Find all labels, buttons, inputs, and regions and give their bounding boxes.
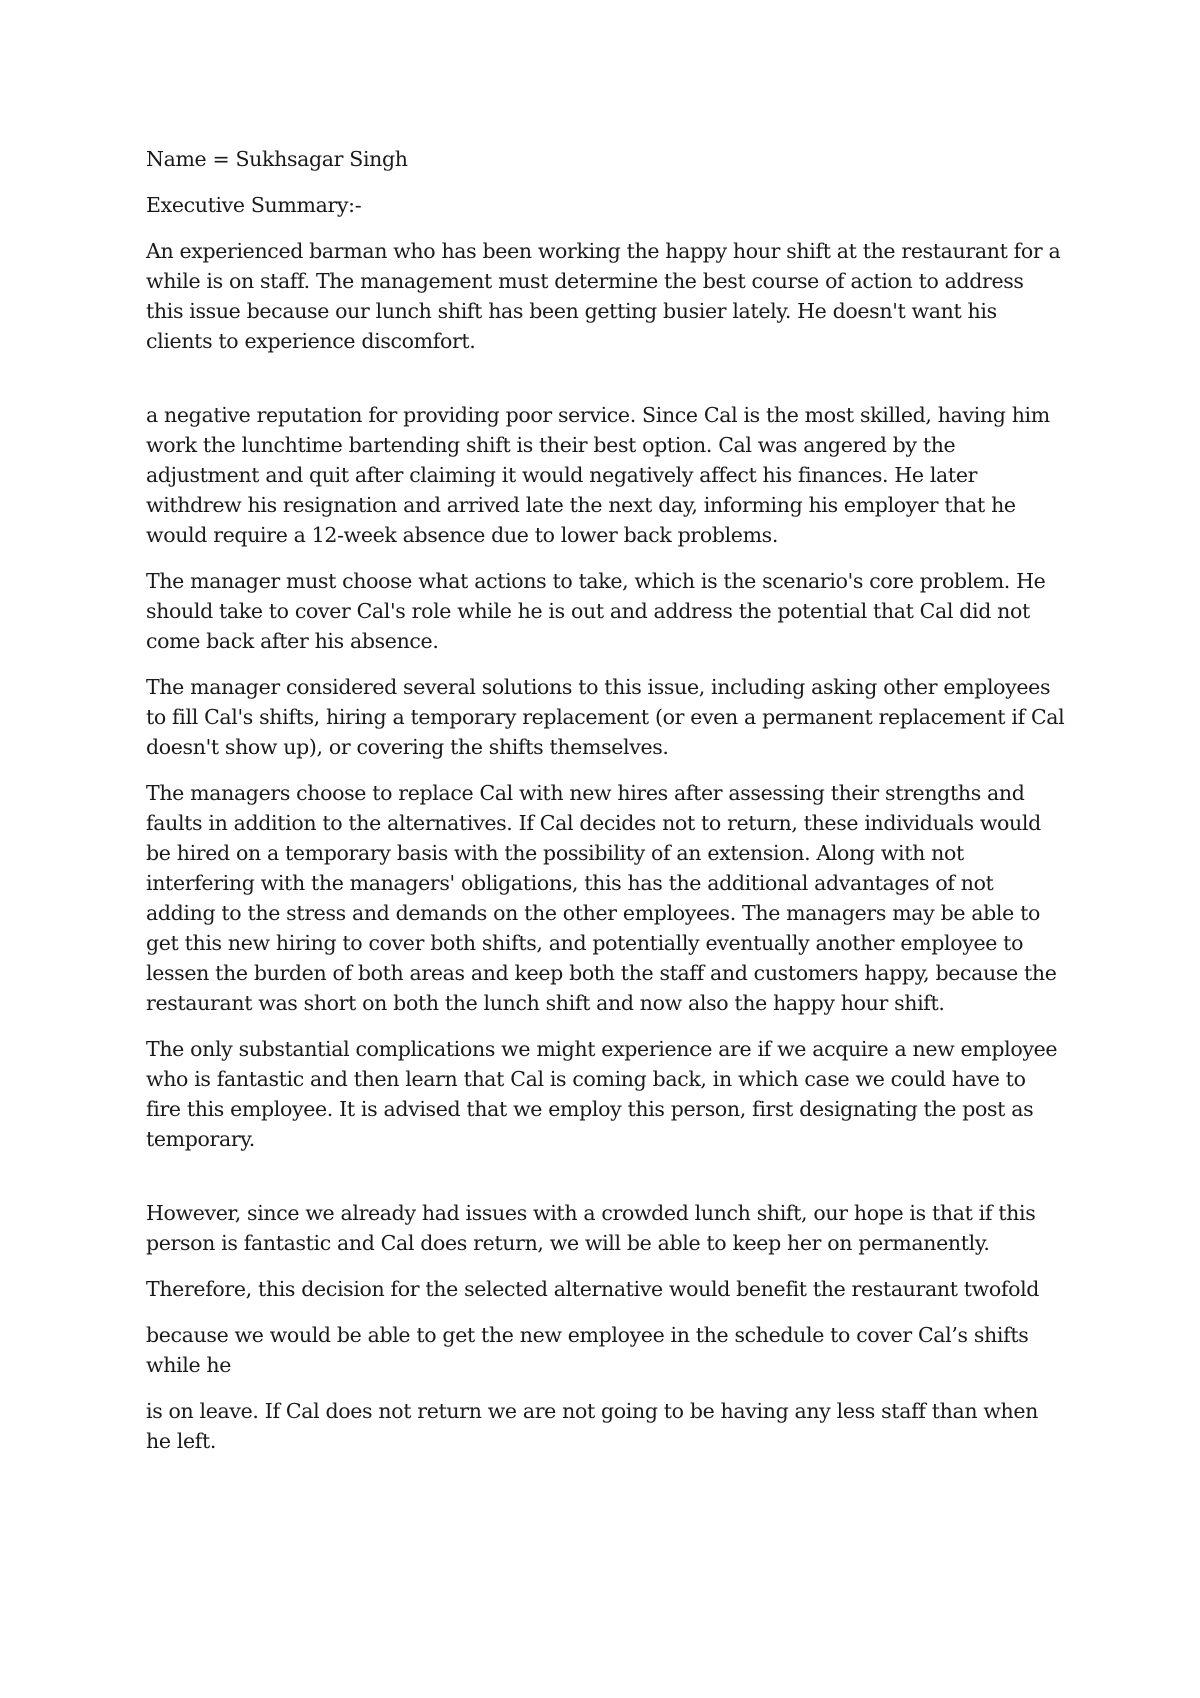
paragraph: The only substantial complications we might experience are if we acquire a new employee who is fantastic and then learn that Cal is coming back, in which case we could have to fire this employee. It is advised that we employ this person, first designating the post as temporary. — [146, 1037, 1058, 1151]
paragraph: However, since we already had issues with a crowded lunch shift, our hope is that if this person is fantastic and Cal does return, we will be able to keep her on permanently. — [146, 1201, 1036, 1255]
paragraph: Therefore, this decision for the selected alternative would benefit the restaurant twofold — [146, 1277, 1040, 1301]
paragraph: An experienced barman who has been working the happy hour shift at the restaurant for a while is on staff. The management must determine the best course of action to address this issue because our lunch shift has been getting busier lately. He doesn't want his clients to experience discomfort. — [146, 239, 1061, 353]
paragraph: a negative reputation for providing poor service. Since Cal is the most skilled, having him work the lunchtime bartending shift is their best option. Cal was angered by the adjustment and quit after claiming it would negatively affect his finances. He later withdrew his resignation and arrived late the next day, informing his employer that he would require a 12-week absence due to lower back problems. — [146, 403, 1050, 547]
paragraph: The manager considered several solutions to this issue, including asking other employees to fill Cal's shifts, hiring a temporary replacement (or even a permanent replacement if Cal doesn't show up), or covering the shifts themselves. — [146, 675, 1065, 759]
section-heading: Executive Summary:- — [146, 193, 362, 217]
paragraph: The manager must choose what actions to take, which is the scenario's core problem. He should take to cover Cal's role while he is out and address the potential that Cal did not come back after his absence. — [146, 569, 1046, 653]
paragraph: The managers choose to replace Cal with new hires after assessing their strengths and faults in addition to the alternatives. If Cal decides not to return, these individuals would be hired on a temporary basis with the possibility of an extension. Along with not interfering with the managers' obligations, this has the additional advantages of not adding to the stress and demands on the other employees. The managers may be able to get this new hiring to cover both shifts, and potentially eventually another employee to lessen the burden of both areas and keep both the staff and customers happy, because the restaurant was short on both the lunch shift and now also the happy hour shift. — [146, 781, 1057, 1015]
paragraph: is on leave. If Cal does not return we are not going to be having any less staff than when he left. — [146, 1399, 1039, 1453]
document-body — [146, 144, 1066, 1472]
author-name-line: Name = Sukhsagar Singh — [146, 147, 408, 171]
paragraph: because we would be able to get the new employee in the schedule to cover Cal’s shifts while he — [146, 1323, 1029, 1377]
